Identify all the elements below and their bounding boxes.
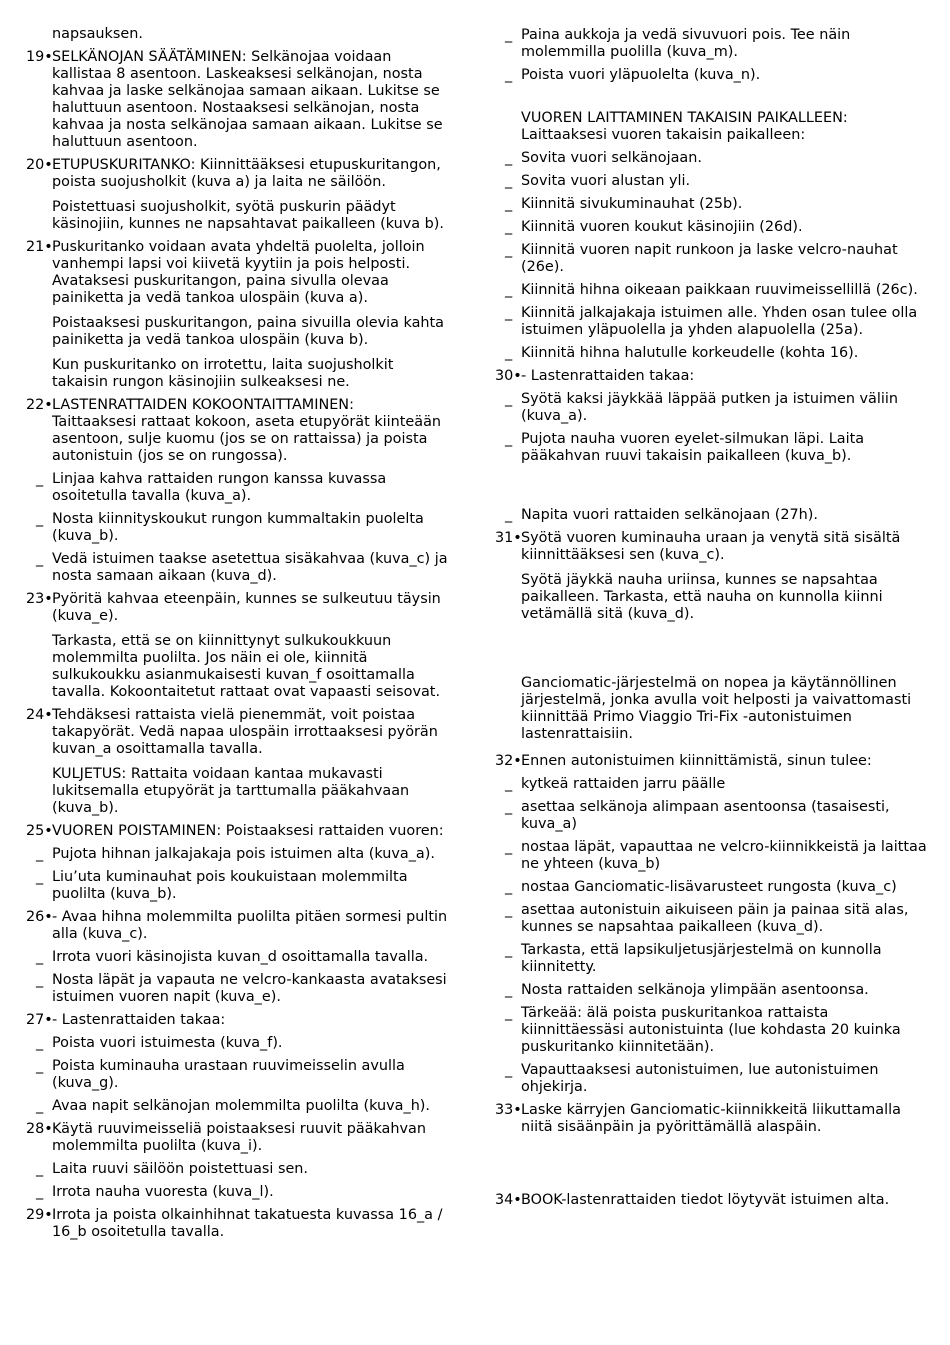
bullet-item: _ Kiinnitä vuoren koukut käsinojiin (26d). (505, 219, 803, 235)
bullet-item: _ nostaa läpät, vapauttaa ne velcro-kiinnikkeistä ja laittaa ne yhteen (kuva_b) (505, 839, 927, 872)
dash-marker: _ (36, 972, 44, 988)
bullet-item: _ Kiinnitä jalkajakaja istuimen alle. Yhden osan tulee olla istuimen yläpuolella ja yhden alapuolella (25a). (505, 305, 918, 338)
item-text: BOOK-lastenrattaiden tiedot löytyvät istuimen alta. (521, 1192, 890, 1208)
item-text: Irrota ja poista olkainhihnat takatuesta kuvassa 16_a / 16_b osoitetulla tavalla. (52, 1207, 443, 1240)
bullet-item: _ Kiinnitä sivukuminauhat (25b). (505, 196, 743, 212)
section-heading: VUOREN LAITTAMINEN TAKAISIN PAIKALLEEN: Laittaaksesi vuoren takaisin paikalleen: (521, 110, 848, 143)
dash-marker: _ (505, 431, 513, 447)
left-items (26, 49, 466, 1241)
bullet-item: _ Sovita vuori selkänojaan. (505, 150, 702, 166)
dash-marker: _ (36, 869, 44, 885)
item-29 (26, 1207, 466, 1241)
item-text: Tarkasta, että se on kiinnittynyt sulkukoukkuun molemmilta puolilta. Jos näin ei ole, kiinnitä sulkukoukku asianmukaisesti kuvan_f osoittamalla tavalla. Kokoontaitetut rattaat ovat vapaasti seisovat. (52, 633, 441, 700)
dash-marker: _ (36, 1058, 44, 1074)
bullet-item: _ Pujota hihnan jalkajakaja pois istuimen alta (kuva_a). (36, 846, 435, 862)
dash-marker: _ (505, 345, 513, 361)
bullet-item: _ asettaa selkänoja alimpaan asentoonsa (tasaisesti, kuva_a) (505, 799, 890, 832)
item-30 (495, 368, 935, 385)
item-text: KULJETUS: Rattaita voidaan kantaa mukavasti lukitsemalla etupyörät ja tarttumalla pääkahvaan (kuva_b). (52, 766, 410, 816)
item-number: 23• (26, 591, 53, 607)
bullet-item: _ Linjaa kahva rattaiden rungon kanssa kuvassa osoitetulla tavalla (kuva_a). (36, 471, 387, 504)
item-number: 30• (495, 368, 522, 384)
item-text: Poistettuasi suojusholkit, syötä puskurin päädyt käsinojiin, kunnes ne napsahtavat paikalleen (kuva b). (52, 199, 444, 232)
dash-marker: _ (505, 776, 513, 792)
dash-marker: _ (36, 471, 44, 487)
bullet-item: _ Sovita vuori alustan yli. (505, 173, 691, 189)
bullet-item: _ Kiinnitä hihna halutulle korkeudelle (kohta 16). (505, 345, 859, 361)
item-text: Kun puskuritanko on irrotettu, laita suojusholkit takaisin rungon käsinojiin sulkeaksesi ne. (52, 357, 394, 390)
item-26 (26, 909, 466, 943)
dash-marker: _ (36, 551, 44, 567)
dash-marker: _ (505, 67, 513, 83)
item-text: Pyöritä kahvaa eteenpäin, kunnes se sulkeutuu täysin (kuva_e). (52, 591, 441, 624)
dash-marker: _ (505, 196, 513, 212)
item-30-bullets (495, 391, 935, 465)
dash-marker: _ (505, 242, 513, 258)
item-text: Poistaaksesi puskuritangon, paina sivuilla olevia kahta painiketta ja vedä tankoa ulospäin (kuva b). (52, 315, 444, 348)
dash-marker: _ (36, 1161, 44, 1177)
item-31 (495, 530, 935, 623)
item-number: 19• (26, 49, 53, 65)
bullet-item: _ Laita ruuvi säilöön poistettuasi sen. (36, 1161, 309, 1177)
section-bullets (495, 150, 935, 362)
dash-marker: _ (505, 1062, 513, 1078)
item-28 (26, 1121, 466, 1155)
item-number: 34• (495, 1192, 522, 1208)
dash-marker: _ (505, 391, 513, 407)
continuation-text: napsauksen. (52, 26, 143, 42)
item-32 (495, 753, 935, 770)
bullet-item: _ Poista vuori istuimesta (kuva_f). (36, 1035, 283, 1051)
item-number: 27• (26, 1012, 53, 1028)
dash-marker: _ (36, 949, 44, 965)
item-25 (26, 823, 466, 840)
item-number: 26• (26, 909, 53, 925)
bullet-item: _ Tärkeää: älä poista puskuritankoa rattaista kiinnittäessäsi autonistuinta (lue kohdasta 20 kuinka puskuritanko kiinnitetään). (505, 1005, 901, 1055)
item-text: Ennen autonistuimen kiinnittämistä, sinun tulee: (521, 753, 872, 769)
bullet-item: _ Liu’uta kuminauhat pois koukuistaan molemmilta puolilta (kuva_b). (36, 869, 408, 902)
item-19 (26, 49, 466, 151)
item-number: 28• (26, 1121, 53, 1137)
item-text: - Lastenrattaiden takaa: (521, 368, 695, 384)
bullet-item: _ Kiinnitä vuoren napit runkoon ja laske velcro-nauhat (26e). (505, 242, 898, 275)
item-24 (26, 707, 466, 817)
item-number: 29• (26, 1207, 53, 1223)
item-text: Syötä vuoren kuminauha uraan ja venytä sitä sisältä kiinnittääksesi sen (kuva_c). (521, 530, 901, 563)
bullet-item: _ Nosta rattaiden selkänoja ylimpään asentoonsa. (505, 982, 869, 998)
item-text: Laske kärryjen Ganciomatic-kiinnikkeitä liikuttamalla niitä sisäänpäin ja pyörittämällä alaspäin. (521, 1102, 901, 1135)
dash-marker: _ (505, 942, 513, 958)
bullet-item: _ Paina aukkoja ja vedä sivuvuori pois. Tee näin molemmilla puolilla (kuva_m). (505, 27, 851, 60)
bullet-item: _ Vapauttaaksesi autonistuimen, lue autonistuimen ohjekirja. (505, 1062, 879, 1095)
item-text: SELKÄNOJAN SÄÄTÄMINEN: Selkänojaa voidaan kallistaa 8 asentoon. Laskeaksesi selkänojan, nosta kahvaa ja laske selkänojaa samaan aikaan. Lukitse se haluttuun asentoon. Nostaaksesi selkänojan, nosta kahvaa ja nosta selkänojaa samaan aikaan. Lukitse se haluttuun asentoon. (52, 49, 443, 150)
item-number: 20• (26, 157, 53, 173)
dash-marker: _ (505, 982, 513, 998)
dash-marker: _ (36, 1098, 44, 1114)
dash-marker: _ (505, 902, 513, 918)
dash-marker: _ (36, 846, 44, 862)
item-number: 21• (26, 239, 53, 255)
item-number: 33• (495, 1102, 522, 1118)
bullet-item: _ nostaa Ganciomatic-lisävarusteet rungosta (kuva_c) (505, 879, 897, 895)
item-number: 24• (26, 707, 53, 723)
dash-marker: _ (505, 27, 513, 43)
item-number: 32• (495, 753, 522, 769)
dash-marker: _ (36, 1184, 44, 1200)
item-33 (495, 1102, 935, 1136)
dash-marker: _ (505, 507, 513, 523)
dash-marker: _ (505, 173, 513, 189)
item-32-bullets (495, 776, 935, 1096)
item-text: Tehdäksesi rattaista vielä pienemmät, voit poistaa takapyörät. Vedä napaa ulospäin irrottaaksesi pyörän kuvan_a osoittamalla tavalla. (52, 707, 438, 757)
item-27 (26, 1012, 466, 1029)
item-20 (26, 157, 466, 233)
item-21 (26, 239, 466, 391)
bullet-item: _ Vedä istuimen taakse asetettua sisäkahvaa (kuva_c) ja nosta samaan aikaan (kuva_d). (36, 551, 448, 584)
item-text: Käytä ruuvimeisseliä poistaaksesi ruuvit pääkahvan molemmilta puolilta (kuva_i). (52, 1121, 426, 1154)
item-text: - Avaa hihna molemmilta puolilta pitäen sormesi pultin alla (kuva_c). (52, 909, 448, 942)
dash-marker: _ (505, 1005, 513, 1021)
bullet-item: _ asettaa autonistuin aikuiseen päin ja painaa sitä alas, kunnes se napsahtaa paikalleen (kuva_d). (505, 902, 909, 935)
dash-marker: _ (505, 150, 513, 166)
bullet-item: _ Napita vuori rattaiden selkänojaan (27h). (505, 507, 818, 523)
dash-marker: _ (505, 799, 513, 815)
left-column (26, 27, 466, 1247)
item-number: 22• (26, 397, 53, 413)
item-text: Puskuritanko voidaan avata yhdeltä puolelta, jolloin vanhempi lapsi voi kiivetä kyytiin ja pois helposti. Avataksesi puskuritangon, paina sivulla olevaa painiketta ja vedä tankoa ulospäin (kuva a). (52, 239, 425, 306)
right-column (495, 27, 935, 1215)
bullet-item: _ kytkeä rattaiden jarru päälle (505, 776, 726, 792)
item-text: LASTENRATTAIDEN KOKOONTAITTAMINEN: Taittaaksesi rattaat kokoon, aseta etupyörät kiinteään asentoon, sulje kuomu (jos se on rattaissa) ja poista autonistuin (jos se on rungossa). (52, 397, 442, 464)
bullet-item: _ Nosta kiinnityskoukut rungon kummaltakin puolelta (kuva_b). (36, 511, 424, 544)
item-text: Syötä jäykkä nauha uriinsa, kunnes se napsahtaa paikalleen. Tarkasta, että nauha on kunnolla kiinni vetämällä sitä (kuva_d). (521, 572, 883, 622)
bullet-item: _ Poista kuminauha urastaan ruuvimeisselin avulla (kuva_g). (36, 1058, 405, 1091)
dash-marker: _ (505, 219, 513, 235)
bullet-item: _ Nosta läpät ja vapauta ne velcro-kankaasta avataksesi istuimen vuoren napit (kuva_e). (36, 972, 447, 1005)
right-top-bullets (495, 27, 935, 84)
item-number: 31• (495, 530, 522, 546)
bullet-item: _ Irrota vuori käsinojista kuvan_d osoittamalla tavalla. (36, 949, 429, 965)
item-23 (26, 591, 466, 701)
item-22 (26, 397, 466, 465)
bullet-item: _ Poista vuori yläpuolelta (kuva_n). (505, 67, 761, 83)
item-text: - Lastenrattaiden takaa: (52, 1012, 226, 1028)
dash-marker: _ (505, 879, 513, 895)
bullet-item: _ Kiinnitä hihna oikeaan paikkaan ruuvimeissellillä (26c). (505, 282, 918, 298)
item-text: ETUPUSKURITANKO: Kiinnittääksesi etupuskuritangon, poista suojusholkit (kuva a) ja laita ne säilöön. (52, 157, 441, 190)
ganciomatic-paragraph: Ganciomatic-järjestelmä on nopea ja käytännöllinen järjestelmä, jonka avulla voit helposti ja vaivattomasti kiinnittää Primo Viaggio Tri-Fix -autonistuimen lastenrattaisiin. (521, 675, 912, 742)
item-text: VUOREN POISTAMINEN: Poistaaksesi rattaiden vuoren: (52, 823, 444, 839)
dash-marker: _ (36, 1035, 44, 1051)
dash-marker: _ (505, 282, 513, 298)
bullet-item: _ Syötä kaksi jäykkää läppää putken ja istuimen väliin (kuva_a). (505, 391, 898, 424)
bullet-item: _ Irrota nauha vuoresta (kuva_l). (36, 1184, 274, 1200)
dash-marker: _ (505, 305, 513, 321)
bullet-item: _ Avaa napit selkänojan molemmilta puolilta (kuva_h). (36, 1098, 430, 1114)
dash-marker: _ (36, 511, 44, 527)
bullet-item: _ Pujota nauha vuoren eyelet-silmukan läpi. Laita pääkahvan ruuvi takaisin paikalleen (kuva_b). (505, 431, 865, 464)
bullet-item: _ Tarkasta, että lapsikuljetusjärjestelmä on kunnolla kiinnitetty. (505, 942, 882, 975)
item-34 (495, 1192, 935, 1209)
item-number: 25• (26, 823, 53, 839)
dash-marker: _ (505, 839, 513, 855)
